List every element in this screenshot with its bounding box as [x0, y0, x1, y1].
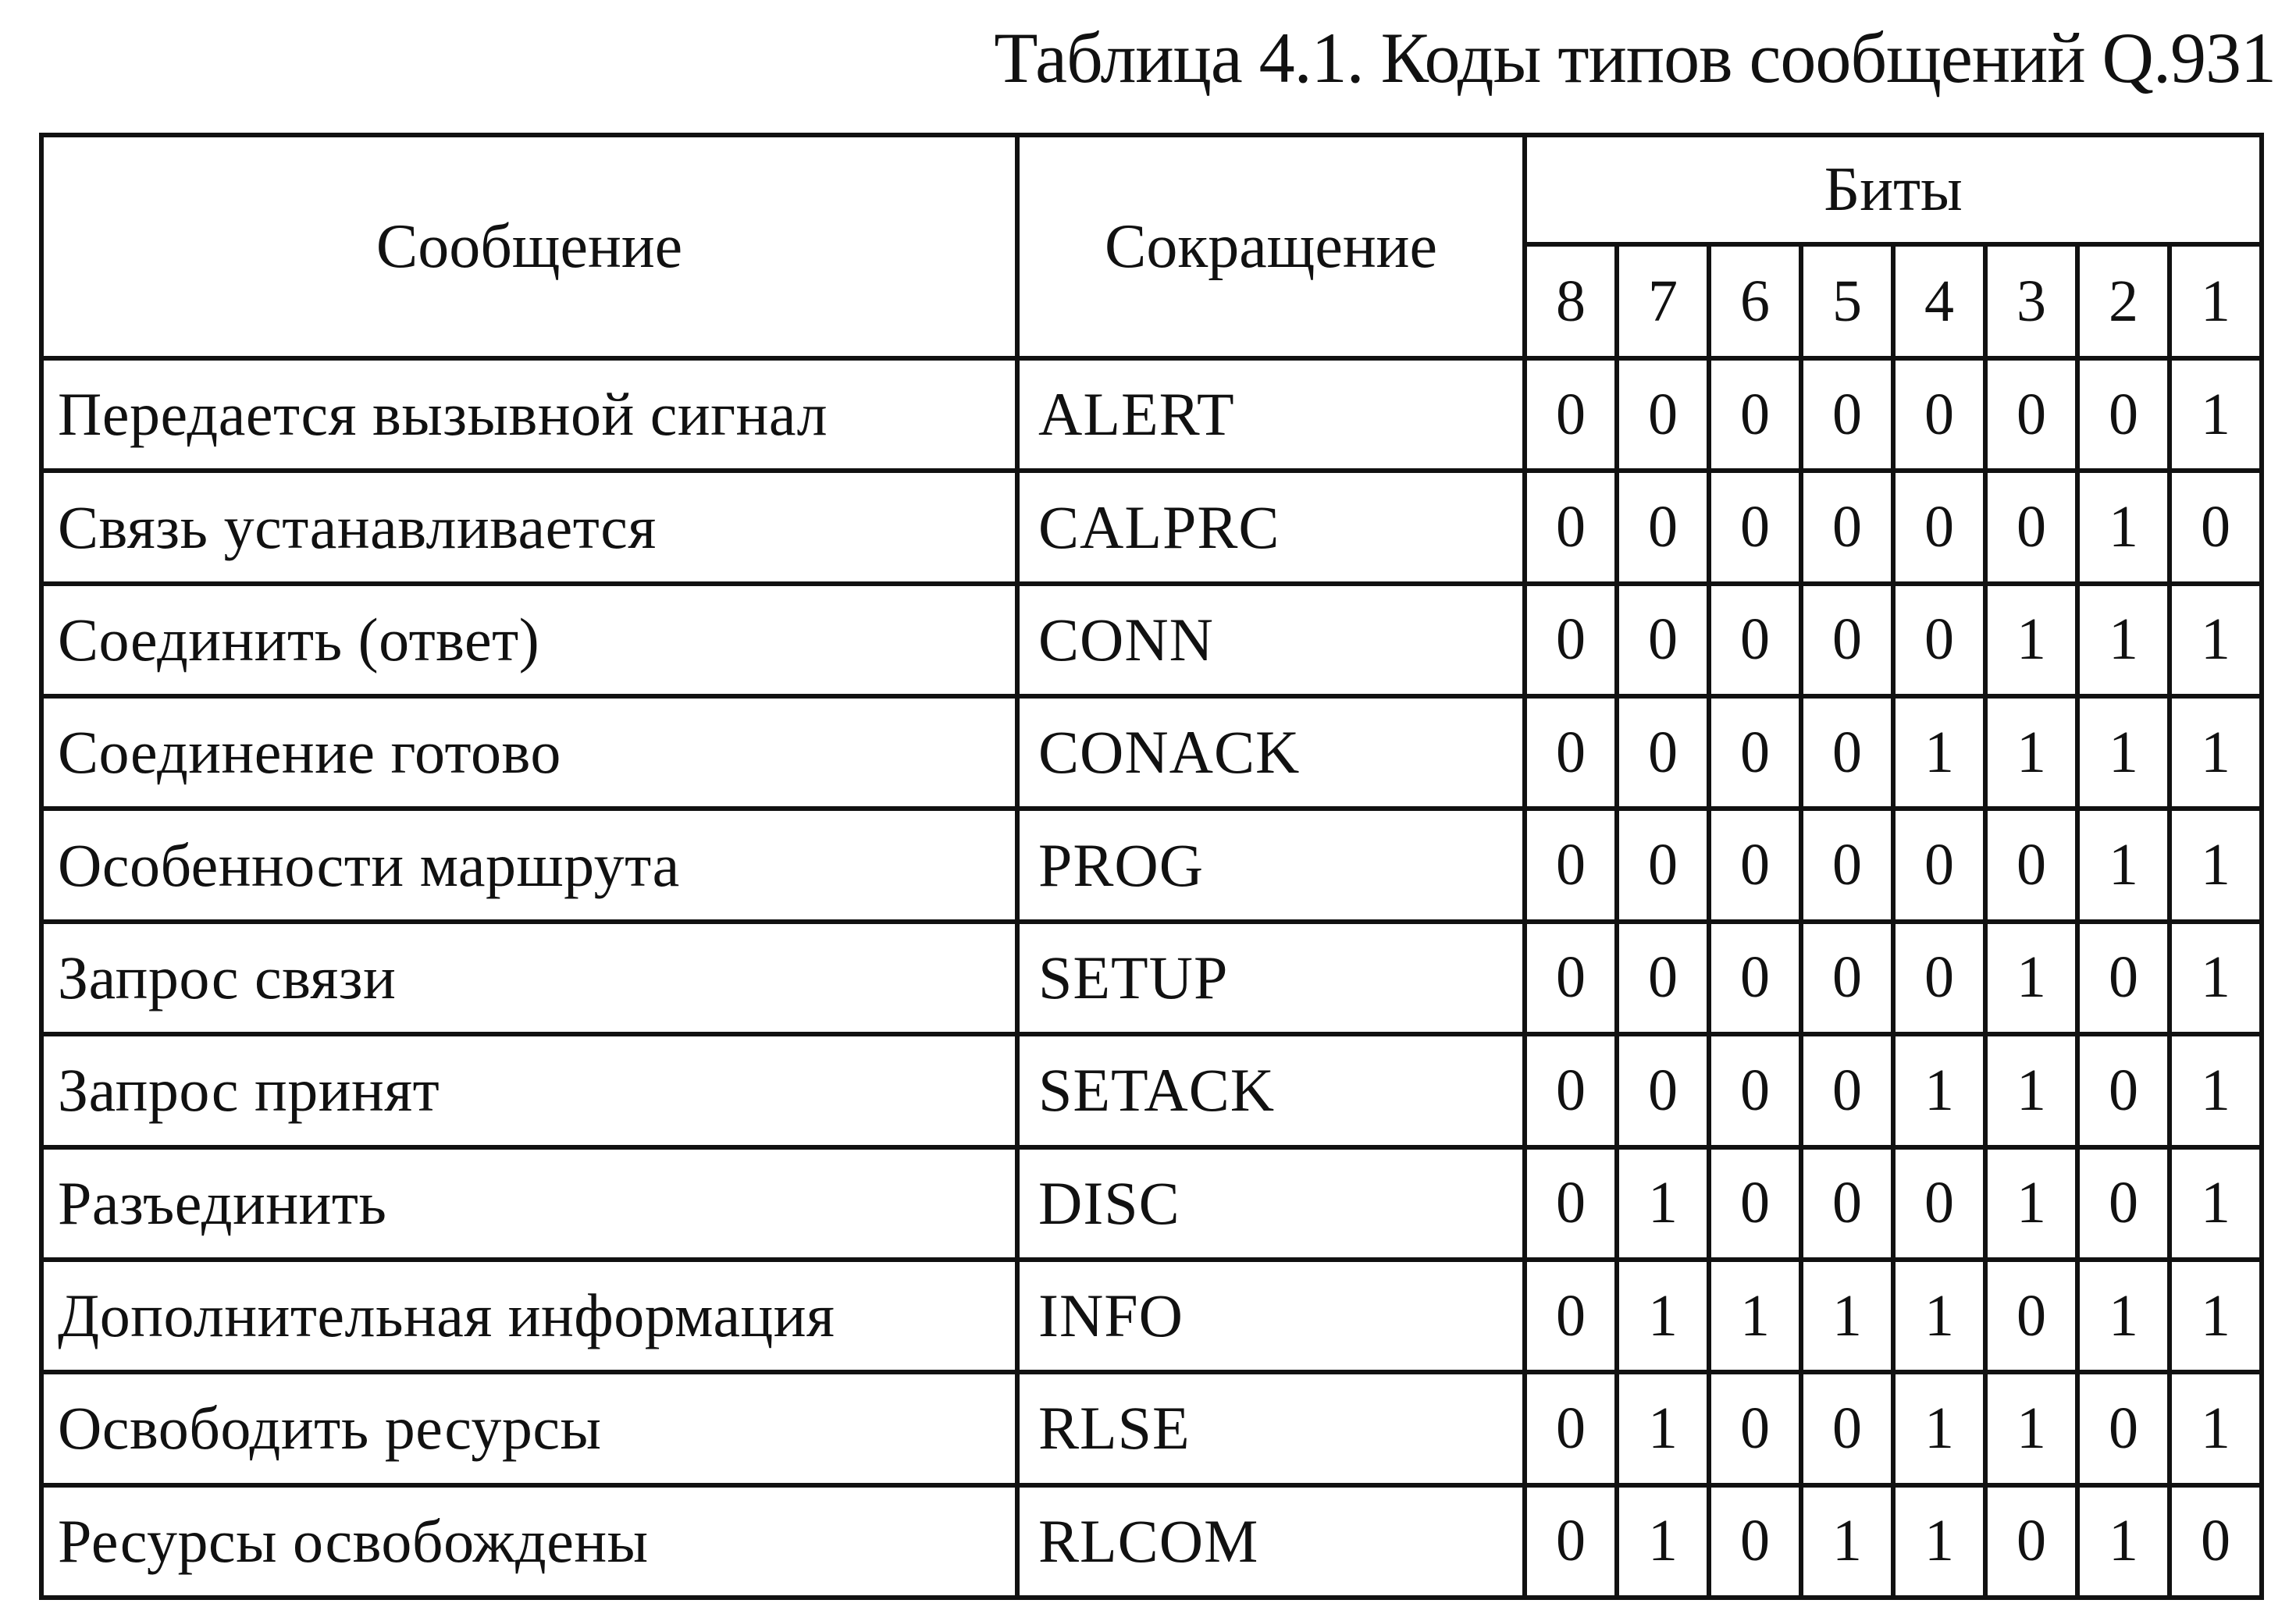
- cell-bit-4: 1: [1893, 1034, 1985, 1147]
- cell-bit-1: 1: [2170, 696, 2262, 809]
- cell-bit-1: 1: [2170, 809, 2262, 921]
- cell-bit-4: 0: [1893, 584, 1985, 696]
- table-row: [41, 809, 2262, 921]
- cell-bit-3: 0: [1985, 358, 2077, 471]
- table-caption: Таблица 4.1. Коды типов сообщений Q.931: [994, 18, 2276, 98]
- cell-abbreviation: DISC: [1017, 1147, 1525, 1260]
- header-bit-2: 2: [2077, 244, 2170, 358]
- cell-bit-1: 1: [2170, 1260, 2262, 1372]
- cell-bit-7: 1: [1617, 1372, 1709, 1484]
- cell-bit-3: 0: [1985, 1485, 2077, 1598]
- cell-bit-4: 1: [1893, 1485, 1985, 1598]
- cell-bit-3: 1: [1985, 696, 2077, 809]
- cell-bit-4: 1: [1893, 1260, 1985, 1372]
- cell-bit-4: 1: [1893, 1372, 1985, 1484]
- cell-bit-7: 1: [1617, 1260, 1709, 1372]
- cell-abbreviation: SETACK: [1017, 1034, 1525, 1147]
- cell-bit-1: 1: [2170, 584, 2262, 696]
- cell-bit-2: 1: [2077, 696, 2170, 809]
- table-header: [41, 135, 2262, 358]
- table-row: [41, 471, 2262, 583]
- cell-message: Запрос принят: [41, 1034, 1017, 1147]
- cell-abbreviation: PROG: [1017, 809, 1525, 921]
- header-bit-5: 5: [1801, 244, 1893, 358]
- cell-bit-3: 1: [1985, 1034, 2077, 1147]
- cell-bit-8: 0: [1525, 1147, 1617, 1260]
- cell-abbreviation: CONN: [1017, 584, 1525, 696]
- cell-bit-4: 0: [1893, 358, 1985, 471]
- cell-bit-8: 0: [1525, 471, 1617, 583]
- cell-bit-2: 0: [2077, 1034, 2170, 1147]
- message-type-codes-table: [39, 133, 2264, 1600]
- header-bit-3: 3: [1985, 244, 2077, 358]
- cell-bit-4: 1: [1893, 696, 1985, 809]
- cell-bit-1: 1: [2170, 922, 2262, 1034]
- cell-bit-7: 0: [1617, 471, 1709, 583]
- cell-bit-8: 0: [1525, 1260, 1617, 1372]
- cell-bit-5: 0: [1801, 1147, 1893, 1260]
- cell-bit-3: 0: [1985, 471, 2077, 583]
- cell-message: Особенности маршрута: [41, 809, 1017, 921]
- cell-bit-2: 1: [2077, 1260, 2170, 1372]
- cell-bit-8: 0: [1525, 809, 1617, 921]
- table-body: [41, 358, 2262, 1598]
- cell-abbreviation: CALPRC: [1017, 471, 1525, 583]
- cell-message: Соединить (ответ): [41, 584, 1017, 696]
- cell-bit-7: 0: [1617, 584, 1709, 696]
- header-row-top: [41, 135, 2262, 244]
- cell-bit-2: 0: [2077, 922, 2170, 1034]
- cell-message: Связь устанавливается: [41, 471, 1017, 583]
- table-row: [41, 1372, 2262, 1484]
- cell-bit-5: 0: [1801, 1034, 1893, 1147]
- table-row: [41, 922, 2262, 1034]
- cell-bit-6: 0: [1709, 1147, 1801, 1260]
- cell-bit-1: 1: [2170, 1372, 2262, 1484]
- cell-bit-5: 1: [1801, 1260, 1893, 1372]
- cell-bit-6: 0: [1709, 1372, 1801, 1484]
- cell-abbreviation: SETUP: [1017, 922, 1525, 1034]
- cell-bit-1: 0: [2170, 471, 2262, 583]
- cell-bit-4: 0: [1893, 1147, 1985, 1260]
- cell-bit-6: 0: [1709, 1034, 1801, 1147]
- cell-bit-6: 1: [1709, 1260, 1801, 1372]
- cell-bit-2: 1: [2077, 809, 2170, 921]
- cell-bit-7: 0: [1617, 922, 1709, 1034]
- cell-bit-4: 0: [1893, 922, 1985, 1034]
- table-row: [41, 1260, 2262, 1372]
- cell-message: Соединение готово: [41, 696, 1017, 809]
- header-bit-1: 1: [2170, 244, 2262, 358]
- cell-bit-7: 0: [1617, 809, 1709, 921]
- cell-message: Ресурсы освобождены: [41, 1485, 1017, 1598]
- cell-bit-5: 0: [1801, 358, 1893, 471]
- cell-abbreviation: INFO: [1017, 1260, 1525, 1372]
- cell-bit-6: 0: [1709, 471, 1801, 583]
- cell-bit-5: 0: [1801, 809, 1893, 921]
- cell-abbreviation: ALERT: [1017, 358, 1525, 471]
- cell-bit-8: 0: [1525, 922, 1617, 1034]
- cell-bit-5: 0: [1801, 922, 1893, 1034]
- cell-bit-8: 0: [1525, 1485, 1617, 1598]
- cell-bit-8: 0: [1525, 696, 1617, 809]
- cell-message: Освободить ресурсы: [41, 1372, 1017, 1484]
- cell-bit-6: 0: [1709, 922, 1801, 1034]
- cell-bit-1: 1: [2170, 358, 2262, 471]
- cell-bit-1: 1: [2170, 1147, 2262, 1260]
- cell-bit-4: 0: [1893, 809, 1985, 921]
- cell-bit-6: 0: [1709, 809, 1801, 921]
- cell-bit-3: 1: [1985, 584, 2077, 696]
- cell-bit-8: 0: [1525, 1372, 1617, 1484]
- cell-abbreviation: CONACK: [1017, 696, 1525, 809]
- table-row: [41, 1485, 2262, 1598]
- cell-bit-5: 1: [1801, 1485, 1893, 1598]
- cell-bit-2: 0: [2077, 358, 2170, 471]
- cell-bit-5: 0: [1801, 584, 1893, 696]
- cell-abbreviation: RLCOM: [1017, 1485, 1525, 1598]
- cell-bit-5: 0: [1801, 471, 1893, 583]
- table-row: [41, 1034, 2262, 1147]
- cell-bit-2: 1: [2077, 584, 2170, 696]
- cell-bit-7: 1: [1617, 1485, 1709, 1598]
- header-message: Сообщение: [41, 135, 1017, 358]
- cell-bit-2: 1: [2077, 471, 2170, 583]
- table-row: [41, 696, 2262, 809]
- cell-bit-6: 0: [1709, 696, 1801, 809]
- header-bit-6: 6: [1709, 244, 1801, 358]
- header-bit-8: 8: [1525, 244, 1617, 358]
- cell-bit-6: 0: [1709, 358, 1801, 471]
- cell-bit-1: 1: [2170, 1034, 2262, 1147]
- cell-bit-4: 0: [1893, 471, 1985, 583]
- cell-bit-2: 0: [2077, 1147, 2170, 1260]
- header-abbreviation: Сокращение: [1017, 135, 1525, 358]
- cell-bit-3: 0: [1985, 809, 2077, 921]
- cell-bit-2: 1: [2077, 1485, 2170, 1598]
- cell-bit-3: 1: [1985, 922, 2077, 1034]
- cell-bit-7: 0: [1617, 1034, 1709, 1147]
- cell-bit-3: 1: [1985, 1372, 2077, 1484]
- cell-bit-6: 0: [1709, 584, 1801, 696]
- cell-bit-2: 0: [2077, 1372, 2170, 1484]
- cell-bit-7: 1: [1617, 1147, 1709, 1260]
- cell-message: Запрос связи: [41, 922, 1017, 1034]
- cell-bit-6: 0: [1709, 1485, 1801, 1598]
- cell-bit-8: 0: [1525, 1034, 1617, 1147]
- cell-bit-5: 0: [1801, 696, 1893, 809]
- table-row: [41, 358, 2262, 471]
- cell-bit-3: 1: [1985, 1147, 2077, 1260]
- cell-bit-1: 0: [2170, 1485, 2262, 1598]
- cell-bit-8: 0: [1525, 358, 1617, 471]
- cell-bit-5: 0: [1801, 1372, 1893, 1484]
- cell-message: Разъединить: [41, 1147, 1017, 1260]
- table-row: [41, 1147, 2262, 1260]
- cell-bit-7: 0: [1617, 358, 1709, 471]
- header-bit-7: 7: [1617, 244, 1709, 358]
- header-bits: Биты: [1525, 135, 2262, 244]
- cell-bit-3: 0: [1985, 1260, 2077, 1372]
- cell-message: Дополнительная информация: [41, 1260, 1017, 1372]
- cell-abbreviation: RLSE: [1017, 1372, 1525, 1484]
- cell-message: Передается вызывной сигнал: [41, 358, 1017, 471]
- header-bit-4: 4: [1893, 244, 1985, 358]
- cell-bit-8: 0: [1525, 584, 1617, 696]
- cell-bit-7: 0: [1617, 696, 1709, 809]
- table-row: [41, 584, 2262, 696]
